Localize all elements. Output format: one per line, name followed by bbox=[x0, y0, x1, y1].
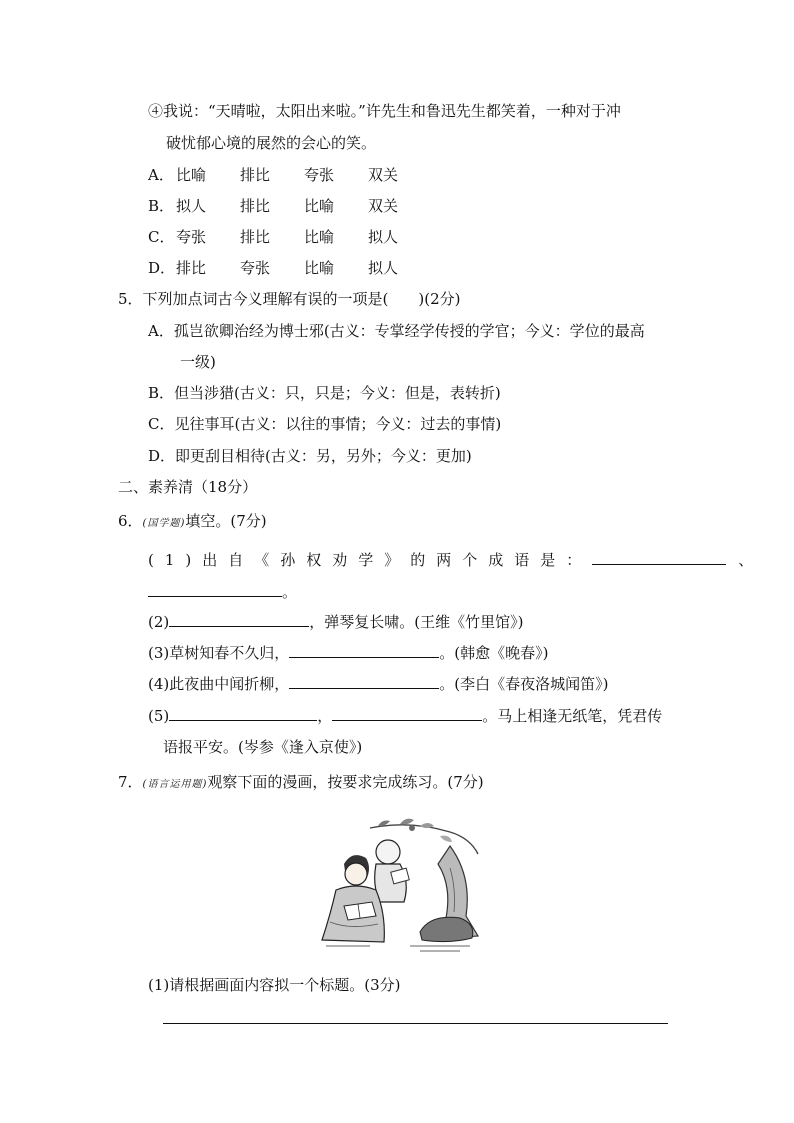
q6-sub4 bbox=[148, 674, 608, 694]
q7-sub1: (1)请根据画面内容拟一个标题。(3分) bbox=[148, 976, 401, 994]
option-label: D． bbox=[148, 259, 176, 277]
option-part: 排比 bbox=[240, 166, 271, 184]
q4-option-b[interactable] bbox=[148, 196, 398, 216]
option-part: 夸张 bbox=[240, 259, 271, 277]
option-part: 拟人 bbox=[368, 259, 399, 277]
q6-sub1-prompt: (1)出自《孙权劝学》的两个成语是： bbox=[148, 551, 593, 569]
section-title: 二、素养清（18分） bbox=[118, 478, 258, 496]
option-part: 比喻 bbox=[304, 228, 335, 246]
answer-blank[interactable] bbox=[332, 706, 482, 721]
q7-number: 7． bbox=[118, 773, 143, 791]
answer-blank[interactable] bbox=[169, 612, 309, 627]
q6-sub1 bbox=[148, 550, 753, 570]
q6-sub5-text: 。马上相逢无纸笔，凭君传 bbox=[482, 707, 663, 725]
q6-sub4-text: (4)此夜曲中闻折柳， bbox=[148, 675, 290, 693]
q6-sub2-number: (2) bbox=[148, 613, 170, 631]
comma: ， bbox=[317, 707, 333, 725]
q5-option-a-line1[interactable]: A．孤岂欲卿治经为博士邪(古义：专掌经学传授的学官；今义：学位的最高 bbox=[148, 322, 645, 340]
q5-option-b[interactable]: B．但当涉猎(古义：只，只是；今义：但是，表转折) bbox=[148, 384, 501, 402]
q6-sub5-line2: 语报平安。(岑参《逢入京使》) bbox=[163, 738, 363, 756]
q6-sub5-number: (5) bbox=[148, 707, 170, 725]
q6-sub3 bbox=[148, 643, 548, 663]
q6-sub3-text: (3)草树知春不久归， bbox=[148, 644, 290, 662]
option-part: 排比 bbox=[176, 259, 207, 277]
q6-sub1-line2 bbox=[148, 582, 297, 602]
q7-stem: 观察下面的漫画，按要求完成练习。(7分) bbox=[207, 773, 484, 791]
option-part: 夸张 bbox=[304, 166, 335, 184]
q5-stem: 5．下列加点词古今义理解有误的一项是( )(2分) bbox=[118, 290, 461, 308]
q6-sub4-source: 。(李白《春夜洛城闻笛》) bbox=[439, 675, 609, 693]
q4-option-d[interactable] bbox=[148, 258, 398, 278]
q4-item4-line2: 破忧郁心境的展然的会心的笑。 bbox=[166, 134, 377, 152]
q6-tag: (国学题) bbox=[142, 518, 186, 529]
option-label: C． bbox=[148, 228, 175, 246]
option-label: A． bbox=[148, 166, 174, 184]
q6-sub2-text: ，弹琴复长啸。(王维《竹里馆》) bbox=[309, 613, 524, 631]
option-part: 排比 bbox=[240, 197, 271, 215]
q7-tag: (语言运用题) bbox=[142, 779, 208, 790]
answer-blank[interactable] bbox=[289, 674, 439, 689]
q6-stem: 填空。(7分) bbox=[185, 512, 267, 530]
q7-header bbox=[118, 772, 484, 795]
option-part: 双关 bbox=[368, 197, 399, 215]
answer-blank[interactable] bbox=[592, 550, 726, 565]
answer-blank[interactable] bbox=[289, 643, 439, 658]
q6-sub2 bbox=[148, 612, 523, 632]
q6-number: 6． bbox=[118, 512, 143, 530]
option-part: 比喻 bbox=[176, 166, 207, 184]
option-part: 双关 bbox=[368, 166, 399, 184]
q5-option-d[interactable]: D．即更刮目相待(古义：另，另外；今义：更加) bbox=[148, 447, 472, 465]
option-label: B． bbox=[148, 197, 175, 215]
q5-option-a-line2: 一级) bbox=[180, 353, 216, 371]
answer-blank[interactable] bbox=[169, 706, 317, 721]
q6-header bbox=[118, 511, 267, 534]
q4-option-c[interactable] bbox=[148, 227, 398, 247]
option-part: 夸张 bbox=[176, 228, 207, 246]
option-part: 拟人 bbox=[368, 228, 399, 246]
period: 。 bbox=[282, 583, 298, 601]
option-part: 拟人 bbox=[176, 197, 207, 215]
separator: 、 bbox=[738, 551, 754, 569]
option-part: 排比 bbox=[240, 228, 271, 246]
q4-option-a[interactable] bbox=[148, 165, 398, 185]
answer-blank[interactable] bbox=[148, 582, 282, 597]
option-part: 比喻 bbox=[304, 197, 335, 215]
q6-sub5 bbox=[148, 706, 662, 726]
q6-sub3-source: 。(韩愈《晚春》) bbox=[439, 644, 549, 662]
q5-option-c[interactable]: C．见往事耳(古义：以往的事情；今义：过去的事情) bbox=[148, 415, 502, 433]
answer-line[interactable] bbox=[163, 1023, 668, 1024]
option-part: 比喻 bbox=[304, 259, 335, 277]
q4-item4-line1: ④我说：“天晴啦，太阳出来啦。”许先生和鲁迅先生都笑着，一种对于冲 bbox=[148, 102, 621, 120]
cartoon-illustration bbox=[300, 806, 500, 956]
